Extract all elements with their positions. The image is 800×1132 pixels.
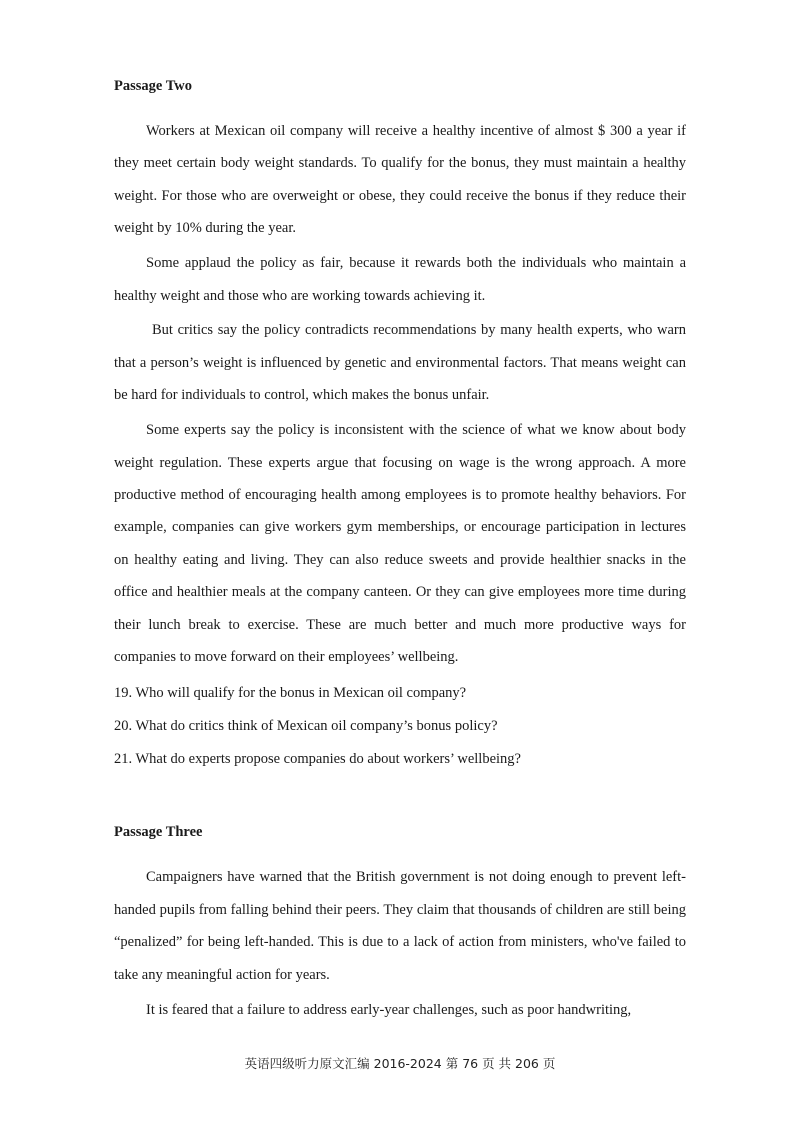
question-item: 19. Who will qualify for the bonus in Mexican oil company? bbox=[114, 685, 467, 702]
question-list bbox=[114, 677, 686, 776]
passage-three-paragraph: Campaigners have warned that the British government is not doing enough to prevent left-handed pupils from falling behind their peers. They claim that thousands of children are still being “penalized” for being left-handed. This is due to a lack of action from ministers, who've failed to take any meaningful action for years. bbox=[114, 869, 686, 983]
page-footer: 英语四级听力原文汇编 2016-2024 第 76 页 共 206 页 bbox=[244, 1056, 556, 1071]
passage-three-paragraph: It is feared that a failure to address early-year challenges, such as poor handwriting, bbox=[146, 1001, 632, 1018]
passage-three-heading: Passage Three bbox=[114, 824, 203, 841]
page-content bbox=[114, 72, 686, 1026]
passage-two-paragraph: Some experts say the policy is inconsistent with the science of what we know about body weight regulation. These experts argue that focusing on wage is the wrong approach. A more productive method of encouraging health among employees is to promote healthy behaviors. For example, companies can give workers gym memberships, or encourage participation in lectures on healthy eating and living. They can also reduce sweets and provide healthier snacks in the office and healthier meals at the company canteen. Or they can give employees more time during their lunch break to exercise. These are much better and much more productive ways for companies to move forward on their employees’ wellbeing. bbox=[114, 422, 686, 665]
passage-two-paragraph: Some applaud the policy as fair, because it rewards both the individuals who maintain a healthy weight and those who are working towards achieving it. bbox=[114, 255, 686, 304]
question-item: 20. What do critics think of Mexican oil company’s bonus policy? bbox=[114, 718, 498, 735]
passage-two-heading: Passage Two bbox=[114, 78, 193, 94]
passage-two-paragraph: Workers at Mexican oil company will receive a healthy incentive of almost $ 300 a year if they meet certain body weight standards. To qualify for the bonus, they must maintain a healthy weight. For those who are overweight or obese, they could receive the bonus if they reduce their weight by 10% during the year. bbox=[114, 123, 686, 237]
question-item: 21. What do experts propose companies do about workers’ wellbeing? bbox=[114, 751, 521, 768]
passage-two-paragraph: But critics say the policy contradicts recommendations by many health experts, who warn that a person’s weight is influenced by genetic and environmental factors. That means weight can be hard for individuals to control, which makes the bonus unfair. bbox=[114, 322, 686, 404]
